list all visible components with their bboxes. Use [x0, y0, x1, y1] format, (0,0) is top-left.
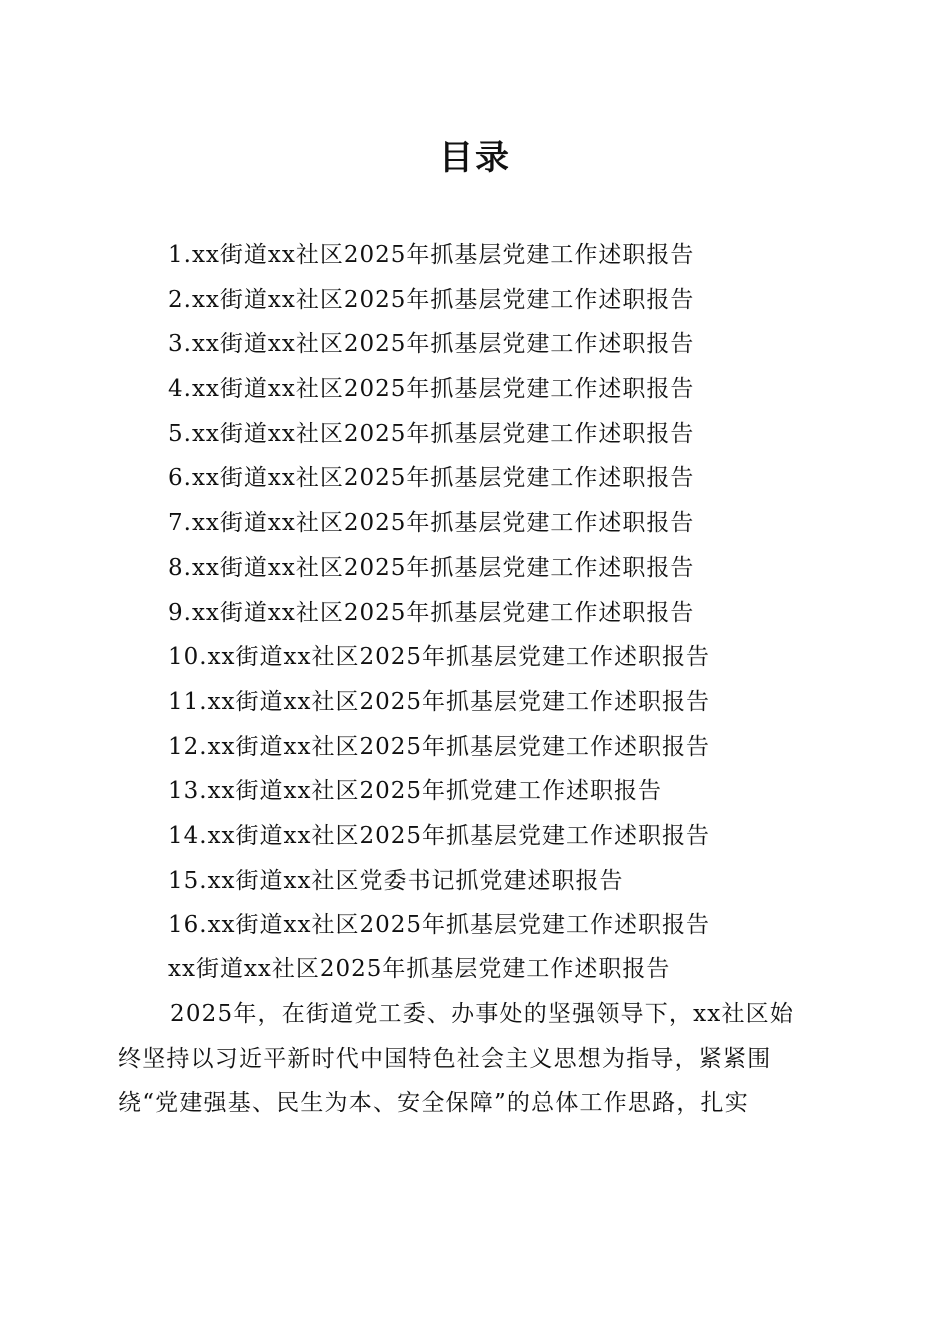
toc-item: 12.xx街道xx社区2025年抓基层党建工作述职报告	[168, 733, 710, 760]
toc-item: 14.xx街道xx社区2025年抓基层党建工作述职报告	[168, 822, 710, 849]
article-body	[118, 992, 834, 1126]
toc-item: 8.xx街道xx社区2025年抓基层党建工作述职报告	[168, 554, 695, 581]
toc-item: 9.xx街道xx社区2025年抓基层党建工作述职报告	[168, 599, 695, 626]
toc-item: 16.xx街道xx社区2025年抓基层党建工作述职报告	[168, 912, 710, 939]
toc-item: 3.xx街道xx社区2025年抓基层党建工作述职报告	[168, 331, 695, 358]
toc-item: 4.xx街道xx社区2025年抓基层党建工作述职报告	[168, 376, 695, 403]
toc-item: 15.xx街道xx社区党委书记抓党建述职报告	[168, 867, 624, 894]
toc-item: 6.xx街道xx社区2025年抓基层党建工作述职报告	[168, 465, 695, 492]
toc-item: 11.xx街道xx社区2025年抓基层党建工作述职报告	[168, 688, 710, 715]
toc-item: 1.xx街道xx社区2025年抓基层党建工作述职报告	[168, 242, 695, 268]
toc-item: 7.xx街道xx社区2025年抓基层党建工作述职报告	[168, 510, 695, 537]
toc-title: 目录	[439, 138, 511, 178]
body-line: 绕“党建强基、民生为本、安全保障”的总体工作思路，扎实	[118, 1090, 749, 1116]
body-line: 终坚持以习近平新时代中国特色社会主义思想为指导，紧紧围	[118, 1045, 772, 1072]
toc-item: 5.xx街道xx社区2025年抓基层党建工作述职报告	[168, 420, 695, 447]
toc-item: 2.xx街道xx社区2025年抓基层党建工作述职报告	[168, 286, 695, 313]
body-line: 2025年，在街道党工委、办事处的坚强领导下，xx社区始	[170, 1001, 795, 1027]
toc-list	[168, 233, 710, 948]
article-heading: xx街道xx社区2025年抓基层党建工作述职报告	[168, 956, 671, 982]
toc-item: 10.xx街道xx社区2025年抓基层党建工作述职报告	[168, 644, 710, 671]
toc-item: 13.xx街道xx社区2025年抓党建工作述职报告	[168, 778, 662, 805]
